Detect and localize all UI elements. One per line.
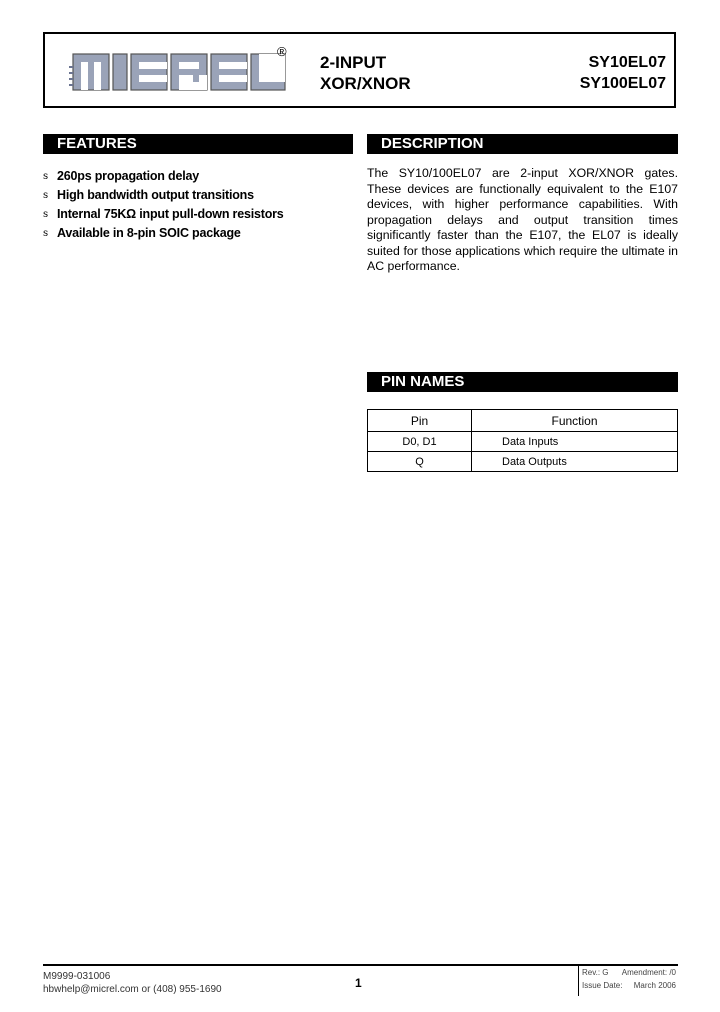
doc-number: M9999-031006 — [43, 971, 111, 982]
part-number-2: SY100EL07 — [579, 75, 666, 92]
bullet-icon: s — [43, 171, 48, 182]
bullet-icon: s — [43, 228, 48, 239]
issue-date-label: Issue Date: — [582, 981, 623, 990]
amendment-label: Amendment: /0 — [621, 968, 676, 977]
rev-label: Rev.: G — [582, 968, 609, 977]
registered-mark: ® — [277, 44, 287, 59]
col-header-function: Function — [472, 410, 678, 432]
feature-item: s 260ps propagation delay — [43, 167, 353, 186]
col-header-pin: Pin — [368, 410, 472, 432]
feature-item: s High bandwidth output transitions — [43, 186, 353, 205]
feature-item: s Available in 8-pin SOIC package — [43, 224, 353, 243]
table-row — [368, 432, 678, 452]
table-header-row — [368, 410, 678, 432]
pin-names-heading: PIN NAMES — [367, 372, 678, 392]
function-cell: Data Outputs — [472, 452, 678, 472]
feature-item: s Internal 75KΩ input pull-down resistors — [43, 205, 353, 224]
description-text: The SY10/100EL07 are 2-input XOR/XNOR gates. These devices are functionally equivalent to the E107 devices, with higher performance capabilities. With propagation delays and output transition times significantly faster than the E107, the EL07 is ideally suited for those applications which require the ultimate in AC performance. — [367, 166, 678, 273]
issue-date: March 2006 — [633, 981, 676, 990]
bullet-icon: s — [43, 209, 48, 220]
title-line-1: 2-INPUT — [320, 53, 387, 72]
bullet-icon: s — [43, 190, 48, 201]
product-title — [320, 52, 411, 94]
pin-names-table — [367, 409, 678, 472]
footer-left — [43, 970, 222, 996]
header-box — [43, 32, 676, 108]
function-cell: Data Inputs — [472, 432, 678, 452]
micrel-logo-graphic — [67, 46, 307, 94]
micrel-logo — [67, 46, 307, 94]
features-list — [43, 167, 353, 243]
contact-info: hbwhelp@micrel.com or (408) 955-1690 — [43, 984, 222, 995]
table-row — [368, 452, 678, 472]
features-heading: FEATURES — [43, 134, 353, 154]
revision-block — [578, 966, 678, 996]
description-heading: DESCRIPTION — [367, 134, 678, 154]
title-line-2: XOR/XNOR — [320, 74, 411, 93]
part-number-1: SY10EL07 — [588, 54, 666, 71]
pin-cell: Q — [368, 452, 472, 472]
pin-cell: D0, D1 — [368, 432, 472, 452]
page-number: 1 — [355, 976, 362, 990]
part-numbers — [580, 52, 666, 94]
